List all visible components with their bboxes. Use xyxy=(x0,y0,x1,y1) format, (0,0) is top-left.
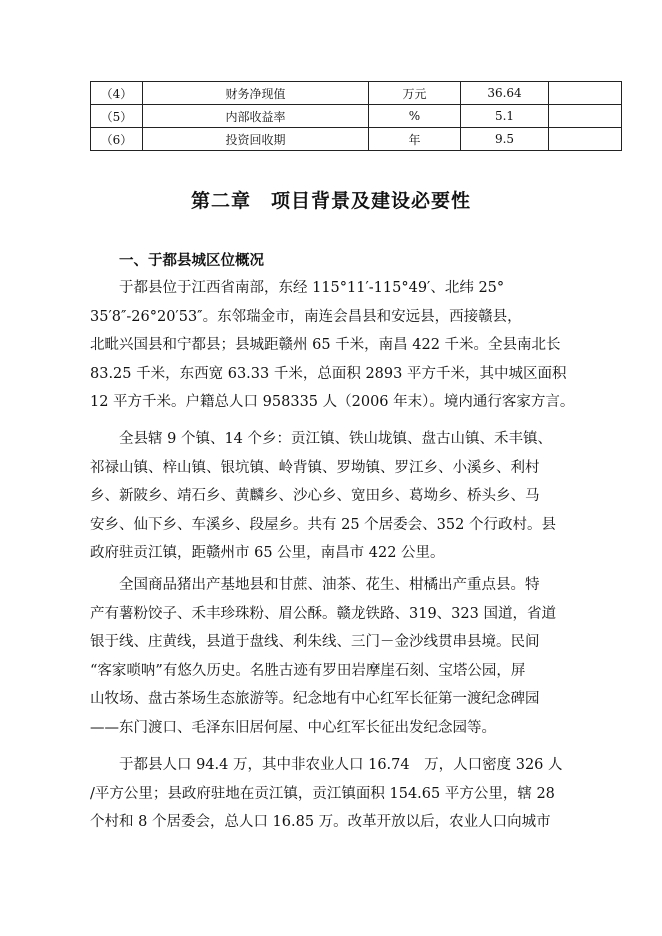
text-line: 12 平方千米。户籍总人口 958335 人（2006 年末）。境内通行客家方言。 xyxy=(90,394,575,410)
text-line: 全国商品猪出产基地县和甘蔗、油茶、花生、柑橘出产重点县。特 xyxy=(119,577,540,593)
text-line: 全县辖 9 个镇、14 个乡：贡江镇、铁山垅镇、盘古山镇、禾丰镇、 xyxy=(119,431,553,447)
text-line: 35′8″-26°20′53″。东邻瑞金市，南连会昌县和安远县，西接赣县， xyxy=(90,308,522,325)
text-line: 银于线、庄黄线，县道于盘线、利朱线、三门－金沙线贯串县境。民间 xyxy=(90,634,540,650)
row-note xyxy=(549,128,622,151)
row-value: 9.5 xyxy=(461,128,549,151)
text-line: 北毗兴国县和宁都县；县城距赣州 65 千米，南昌 422 千米。全县南北长 xyxy=(90,337,561,353)
text-line: /平方公里；县政府驻地在贡江镇，贡江镇面积 154.65 平方公里，辖 28 xyxy=(90,785,555,802)
text-line: 乡、新陂乡、靖石乡、黄麟乡、沙心乡、宽田乡、葛坳乡、桥头乡、马 xyxy=(90,488,540,504)
paragraph-location xyxy=(90,274,573,417)
row-item: 内部收益率 xyxy=(143,105,369,128)
row-item: 财务净现值 xyxy=(143,82,369,105)
paragraph-townships xyxy=(90,425,573,568)
paragraph-economy xyxy=(90,571,573,742)
row-value: 36.64 xyxy=(461,82,549,105)
row-number: （4） xyxy=(91,82,143,105)
row-unit: 年 xyxy=(369,128,461,151)
row-number: （6） xyxy=(91,128,143,151)
text-line: ——东门渡口、毛泽东旧居何屋、中心红军长征出发纪念园等。 xyxy=(90,719,496,736)
indicator-table xyxy=(90,81,622,151)
text-line: 山牧场、盘古茶场生态旅游等。纪念地有中心红军长征第一渡纪念碑园 xyxy=(90,691,540,707)
table-row xyxy=(91,105,622,128)
text-line: 政府驻贡江镇，距赣州市 65 公里，南昌市 422 公里。 xyxy=(90,545,445,561)
text-line: 产有薯粉饺子、禾丰珍珠粉、眉公酥。赣龙铁路、319、323 国道，省道 xyxy=(90,605,556,622)
paragraph-population xyxy=(90,751,573,837)
section-title: 一、于都县城区位概况 xyxy=(119,252,264,269)
row-item: 投资回收期 xyxy=(143,128,369,151)
text-line: 祁禄山镇、梓山镇、银坑镇、岭背镇、罗坳镇、罗江乡、小溪乡、利村 xyxy=(90,459,540,476)
text-line: 于都县位于江西省南部，东经 115°11′-115°49′、北纬 25° xyxy=(119,280,505,296)
row-note xyxy=(549,105,622,128)
table-row xyxy=(91,82,622,105)
row-number: （5） xyxy=(91,105,143,128)
text-line: 安乡、仙下乡、车溪乡、段屋乡。共有 25 个居委会、352 个行政村。县 xyxy=(90,516,556,533)
row-value: 5.1 xyxy=(461,105,549,128)
row-unit: % xyxy=(369,105,461,128)
chapter-title: 第二章 项目背景及建设必要性 xyxy=(190,190,471,212)
text-line: 于都县人口 94.4 万，其中非农业人口 16.74 万，人口密度 326 人 xyxy=(119,757,563,773)
table-row xyxy=(91,128,622,151)
text-line: “客家唢呐”有悠久历史。名胜古迹有罗田岩摩崖石刻、宝塔公园，屏 xyxy=(90,662,526,679)
text-line: 个村和 8 个居委会，总人口 16.85 万。改革开放以后，农业人口向城市 xyxy=(90,814,551,830)
text-line: 83.25 千米，东西宽 63.33 千米，总面积 2893 平方千米，其中城区面积 xyxy=(90,365,567,382)
row-unit: 万元 xyxy=(369,82,461,105)
row-note xyxy=(549,82,622,105)
